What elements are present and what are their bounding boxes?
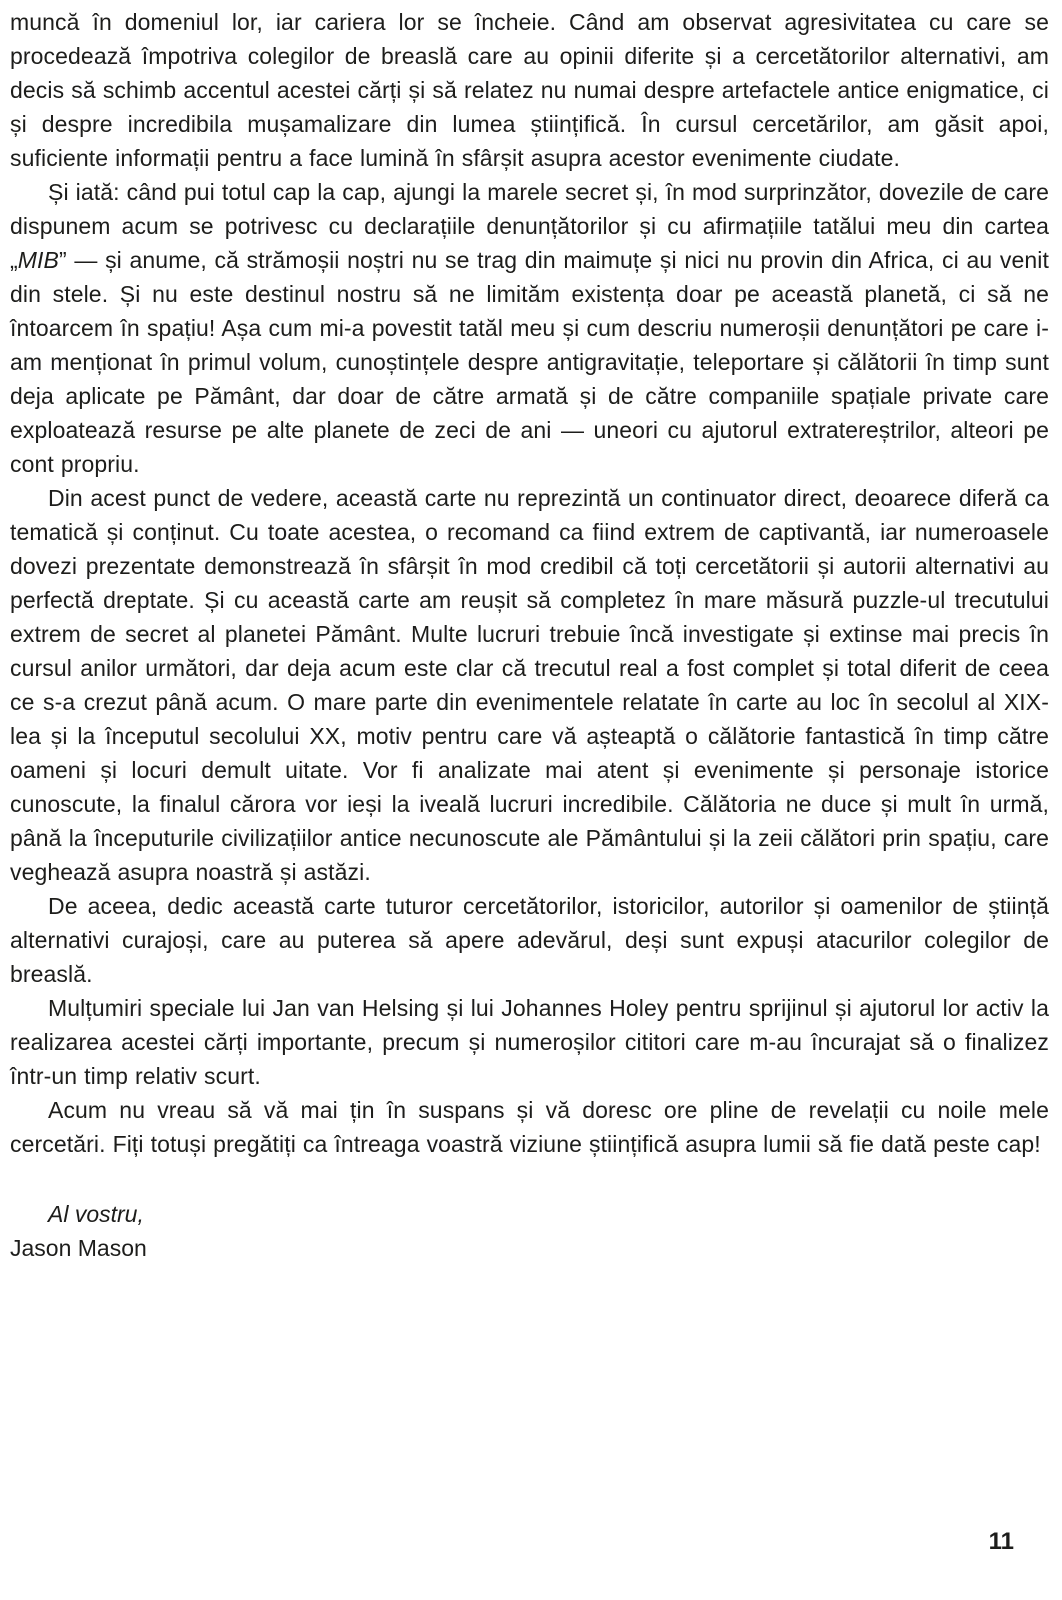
text-block (10, 5, 1049, 1161)
signature-block (10, 1197, 1049, 1265)
italic-text-run: MIB (17, 247, 59, 273)
paragraph (10, 5, 1049, 175)
text-run: Mulțumiri speciale lui Jan van Helsing și lui Johannes Holey pentru sprijinul și ajutorul lor activ la realizarea acestei cărți importante, precum și numeroșilor cititori care m-au încurajat să o finalizez într-un timp relativ scurt. (10, 995, 1049, 1089)
text-run: Și iată: când pui totul cap la cap, ajungi la marele secret și, în mod surprinzător, dovezile de care dispunem acum se potrivesc cu declarațiile denunțătorilor și cu afirmațiile tatălui meu din cartea „ (10, 179, 1049, 273)
text-run: De aceea, dedic această carte tuturor cercetătorilor, istoricilor, autorilor și oamenilor de știință alternativi curajoși, care au puterea să apere adevărul, deși sunt expuși atacurilor colegilor de breaslă. (10, 893, 1049, 987)
paragraph (10, 175, 1049, 481)
paragraph (10, 1093, 1049, 1161)
signature-salutation: Al vostru, (48, 1201, 144, 1227)
signature-name: Jason Mason (10, 1235, 147, 1261)
text-run: Acum nu vreau să vă mai țin în suspans și vă doresc ore pline de revelații cu noile mele cercetări. Fiți totuși pregătiți ca întreaga voastră viziune științifică asupra lumii să fie dată peste cap! (10, 1097, 1049, 1157)
paragraph (10, 481, 1049, 889)
text-run: ” — și anume, că strămoșii noștri nu se trag din maimuțe și nici nu provin din Africa, ci au venit din stele. Și nu este destinul nostru să ne limităm existența doar pe această planetă, ci să ne întoarcem în spațiu! Așa cum mi-a povestit tatăl meu și cum descriu numeroșii denunțători pe care i-am menționat în primul volum, cunoștințele despre antigravitație, teleportare și călătorii în timp sunt deja aplicate pe Pământ, dar doar de către armată și de către companiile spațiale private care exploatează resurse pe alte planete de zeci de ani — uneori cu ajutorul extratereștrilor, alteori pe cont propriu. (10, 247, 1049, 477)
paragraph (10, 889, 1049, 991)
page-number: 11 (988, 1528, 1014, 1555)
text-run: Din acest punct de vedere, această carte nu reprezintă un continuator direct, deoarece diferă ca tematică și conținut. Cu toate acestea, o recomand ca fiind extrem de captivantă, iar numeroasele dovezi prezentate demonstrează în sfârșit în mod credibil că toți cercetătorii și autorii alternativi au perfectă dreptate. Și cu această carte am reușit să completez în mare măsură puzzle-ul trecutului extrem de secret al planetei Pământ. Multe lucruri trebuie încă investigate și extinse mai precis în cursul anilor următori, dar deja acum este clar că trecutul real a fost complet și total diferit de ceea ce s-a crezut până acum. O mare parte din evenimentele relatate în carte au loc în secolul al XIX-lea și la începutul secolului XX, motiv pentru care vă așteaptă o călătorie fantastică în timp către oameni și locuri demult uitate. Vor fi analizate mai atent și evenimente și personaje istorice cunoscute, la finalul cărora vor ieși la iveală lucruri incredibile. Călătoria ne duce și mult în urmă, până la începuturile civilizațiilor antice necunoscute ale Pământului și la zeii călători prin spațiu, care veghează asupra noastră și astăzi. (10, 485, 1049, 885)
paragraph (10, 991, 1049, 1093)
text-run: muncă în domeniul lor, iar cariera lor se încheie. Când am observat agresivitatea cu care se procedează împotriva colegilor de breaslă care au opinii diferite și a cercetătorilor alternativi, am decis să schimb accentul acestei cărți și să relatez nu numai despre artefactele antice enigmatice, ci și despre incredibila mușamalizare din lumea științifică. În cursul cercetărilor, am găsit apoi, suficiente informații pentru a face lumină în sfârșit asupra acestor evenimente ciudate. (10, 9, 1049, 171)
